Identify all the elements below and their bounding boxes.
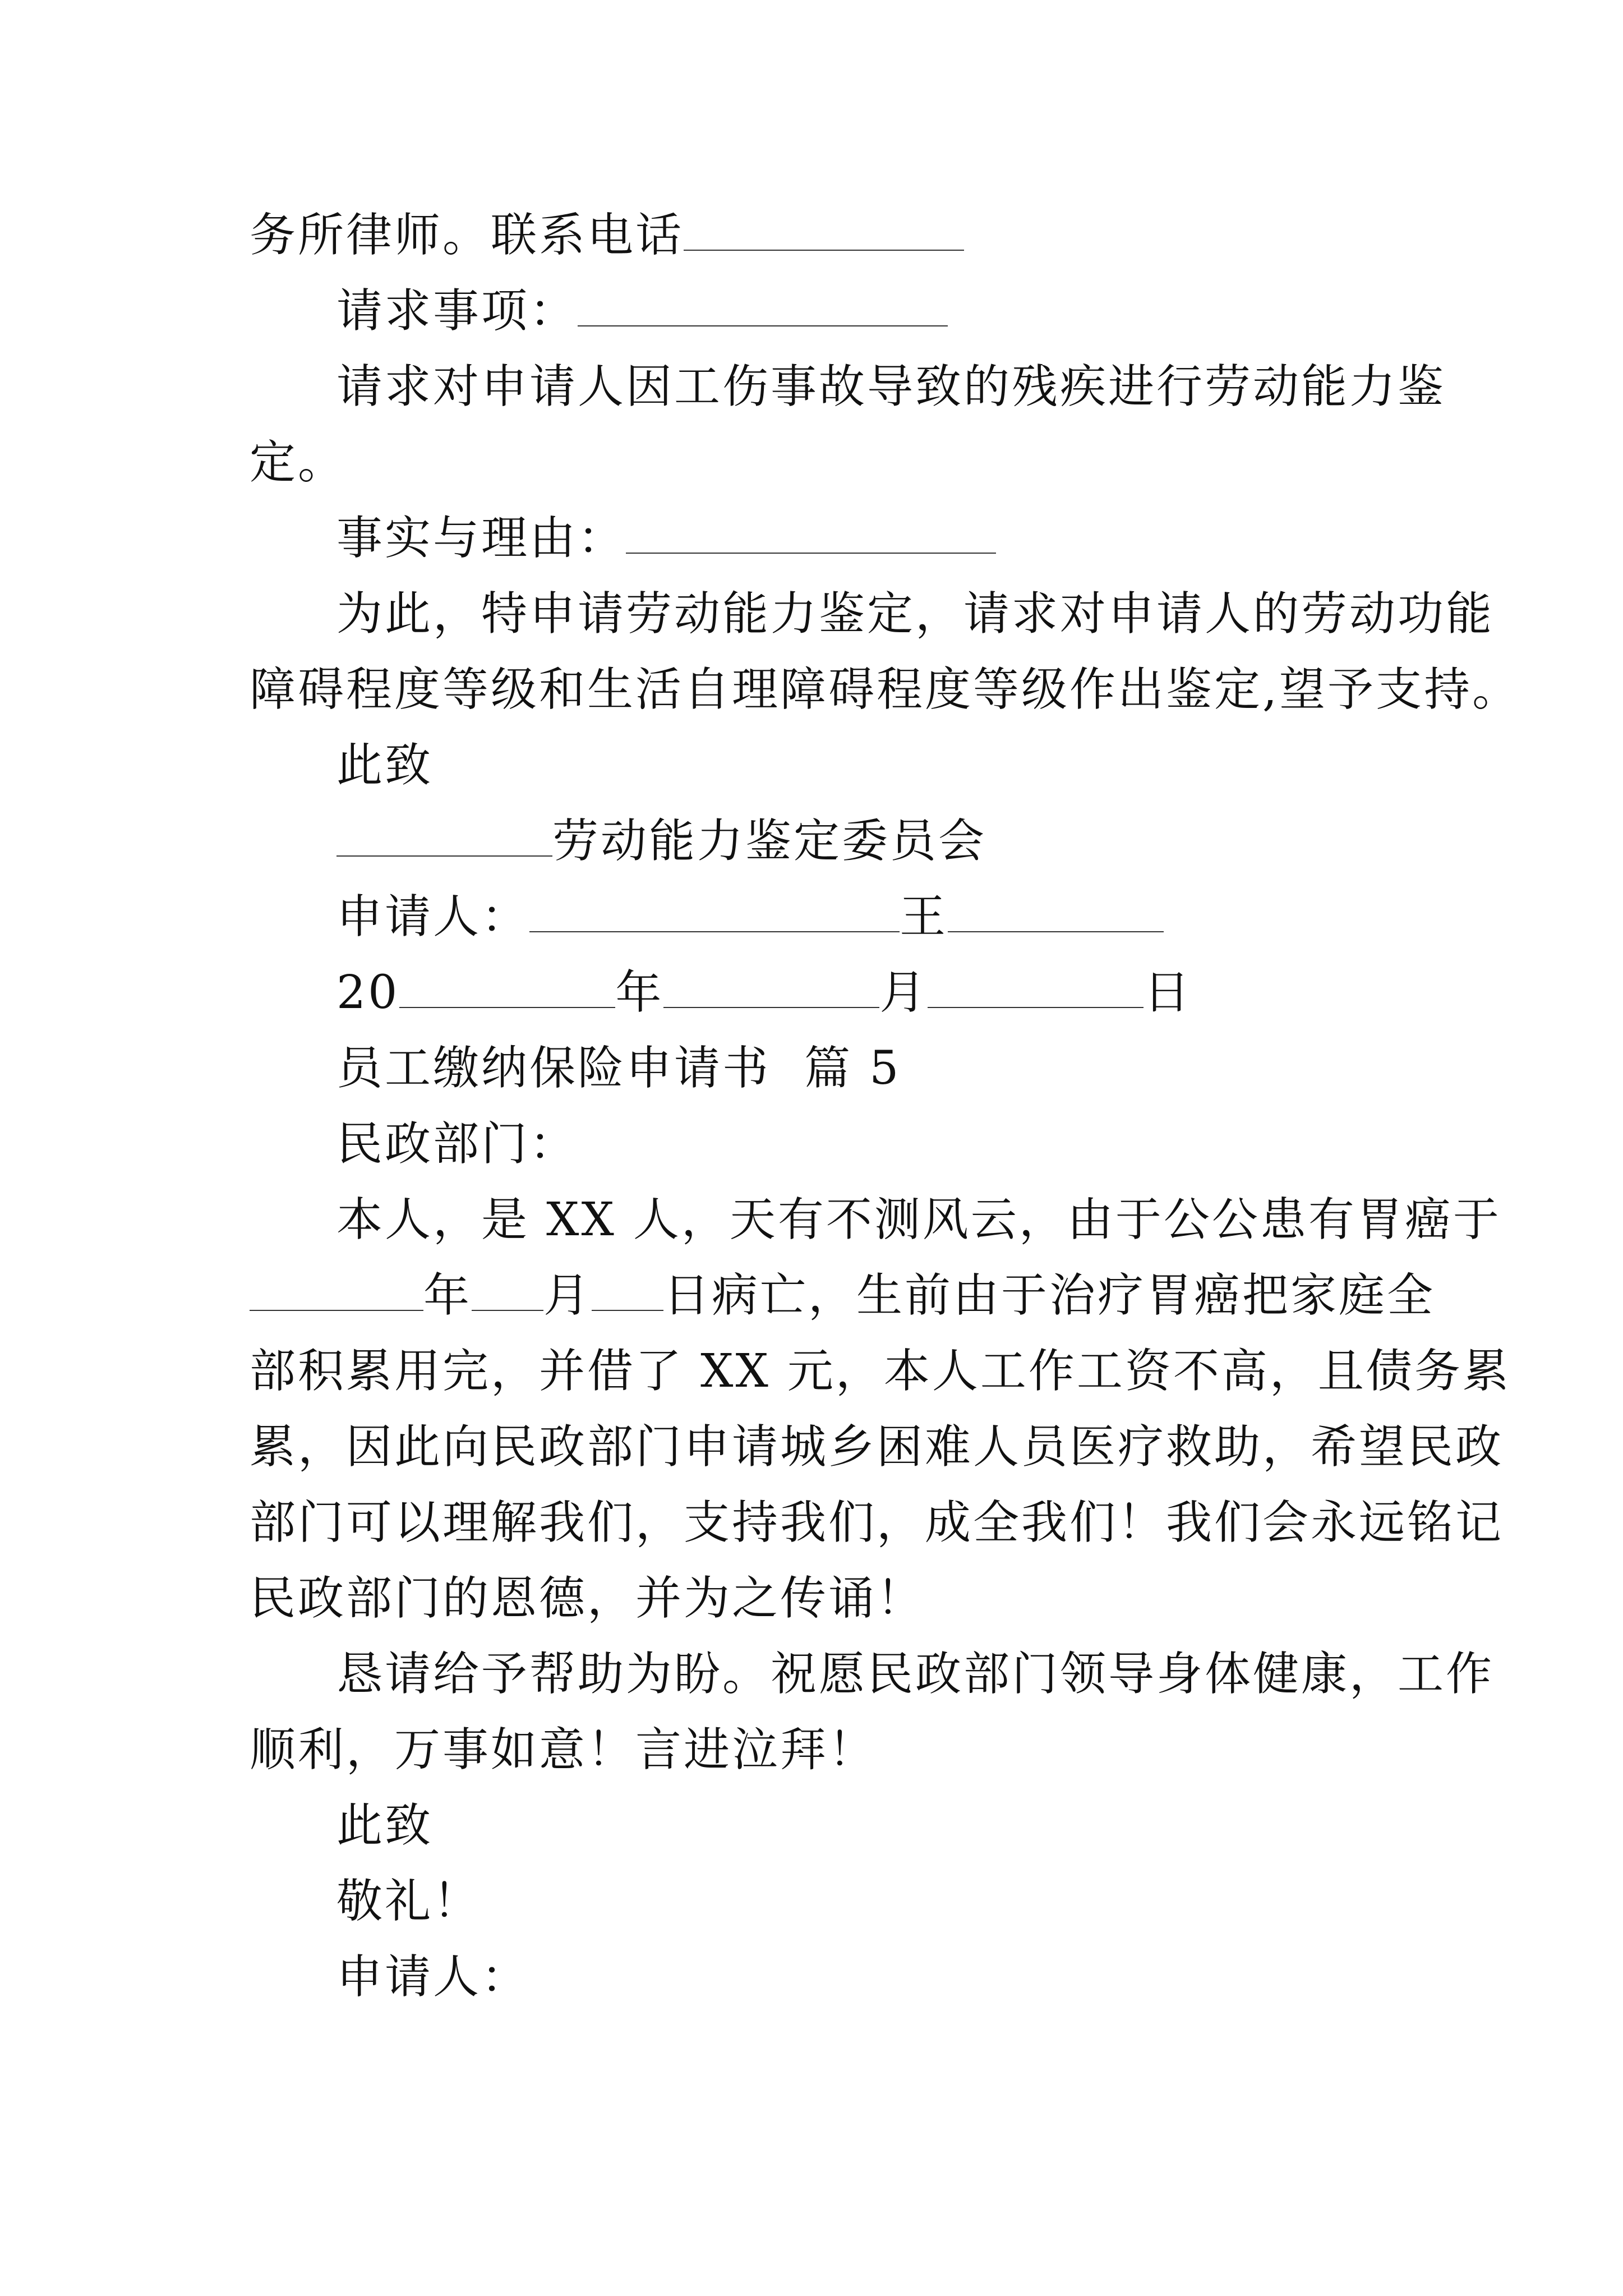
text-line (336, 965, 1192, 1021)
line-text: 月 (879, 966, 928, 1019)
line-text: 事实与理由： (336, 512, 626, 565)
text-line: 民政部门的恩德，并为之传诵！ (250, 1572, 925, 1625)
text-line: 顺利，万事如意！言进泣拜！ (250, 1723, 877, 1777)
fill-blank (578, 285, 948, 326)
line-text: 务所律师。联系电话 (250, 209, 684, 262)
fill-blank (529, 891, 900, 932)
text-line: 累，因此向民政部门申请城乡困难人员医疗救助，希望民政 (250, 1420, 1504, 1474)
line-text: 年 (615, 966, 664, 1019)
fill-blank (592, 1269, 663, 1311)
text-line (250, 208, 964, 264)
line-text: 20 (336, 966, 400, 1019)
fill-blank (626, 512, 996, 554)
text-line: 部门可以理解我们，支持我们，成全我们！我们会永远铭记 (250, 1496, 1504, 1549)
text-line: 敬礼！ (336, 1875, 482, 1928)
fill-blank (948, 891, 1164, 932)
text-line: 申请人： (336, 1950, 530, 2004)
line-text: 申请人： (336, 890, 530, 944)
line-text: 日病亡，生前由于治疗胃癌把家庭全 (663, 1269, 1436, 1322)
text-line: 本人，是 XX 人，天有不测风云，由于公公患有胃癌于 (336, 1193, 1501, 1246)
line-text: 月 (543, 1269, 592, 1322)
text-line: 为此，特申请劳动能力鉴定，请求对申请人的劳动功能 (336, 587, 1495, 641)
text-line: 民政部门： (336, 1117, 578, 1171)
text-line: 定。 (250, 436, 347, 489)
text-line: 部积累用完，并借了 XX 元，本人工作工资不高，且债务累 (250, 1345, 1511, 1398)
text-line (336, 889, 1164, 945)
line-text: 年 (423, 1269, 472, 1322)
section-title: 员工缴纳保险申请书 篇 5 (336, 1042, 901, 1095)
fill-blank (336, 815, 552, 857)
line-text: 日 (1144, 966, 1192, 1019)
text-line (336, 813, 986, 869)
text-line (250, 1268, 1436, 1324)
text-line: 恳请给予帮助为盼。祝愿民政部门领导身体健康，工作 (336, 1648, 1495, 1701)
line-text: 王 (900, 890, 948, 944)
fill-blank (928, 967, 1144, 1008)
text-line: 障碍程度等级和生活自理障碍程度等级作出鉴定,望予支持。 (250, 663, 1521, 716)
fill-blank (399, 967, 615, 1008)
fill-blank (250, 1269, 423, 1311)
line-text: 劳动能力鉴定委员会 (552, 815, 987, 868)
line-text: 请求事项： (336, 284, 578, 338)
text-line (336, 510, 996, 567)
text-line: 请求对申请人因工伤事故导致的残疾进行劳动能力鉴 (336, 360, 1446, 413)
text-line: 此致 (336, 1799, 434, 1852)
fill-blank (663, 967, 879, 1008)
text-line (336, 283, 948, 339)
fill-blank (684, 209, 964, 251)
fill-blank (472, 1269, 543, 1311)
text-line: 此致 (336, 739, 434, 792)
